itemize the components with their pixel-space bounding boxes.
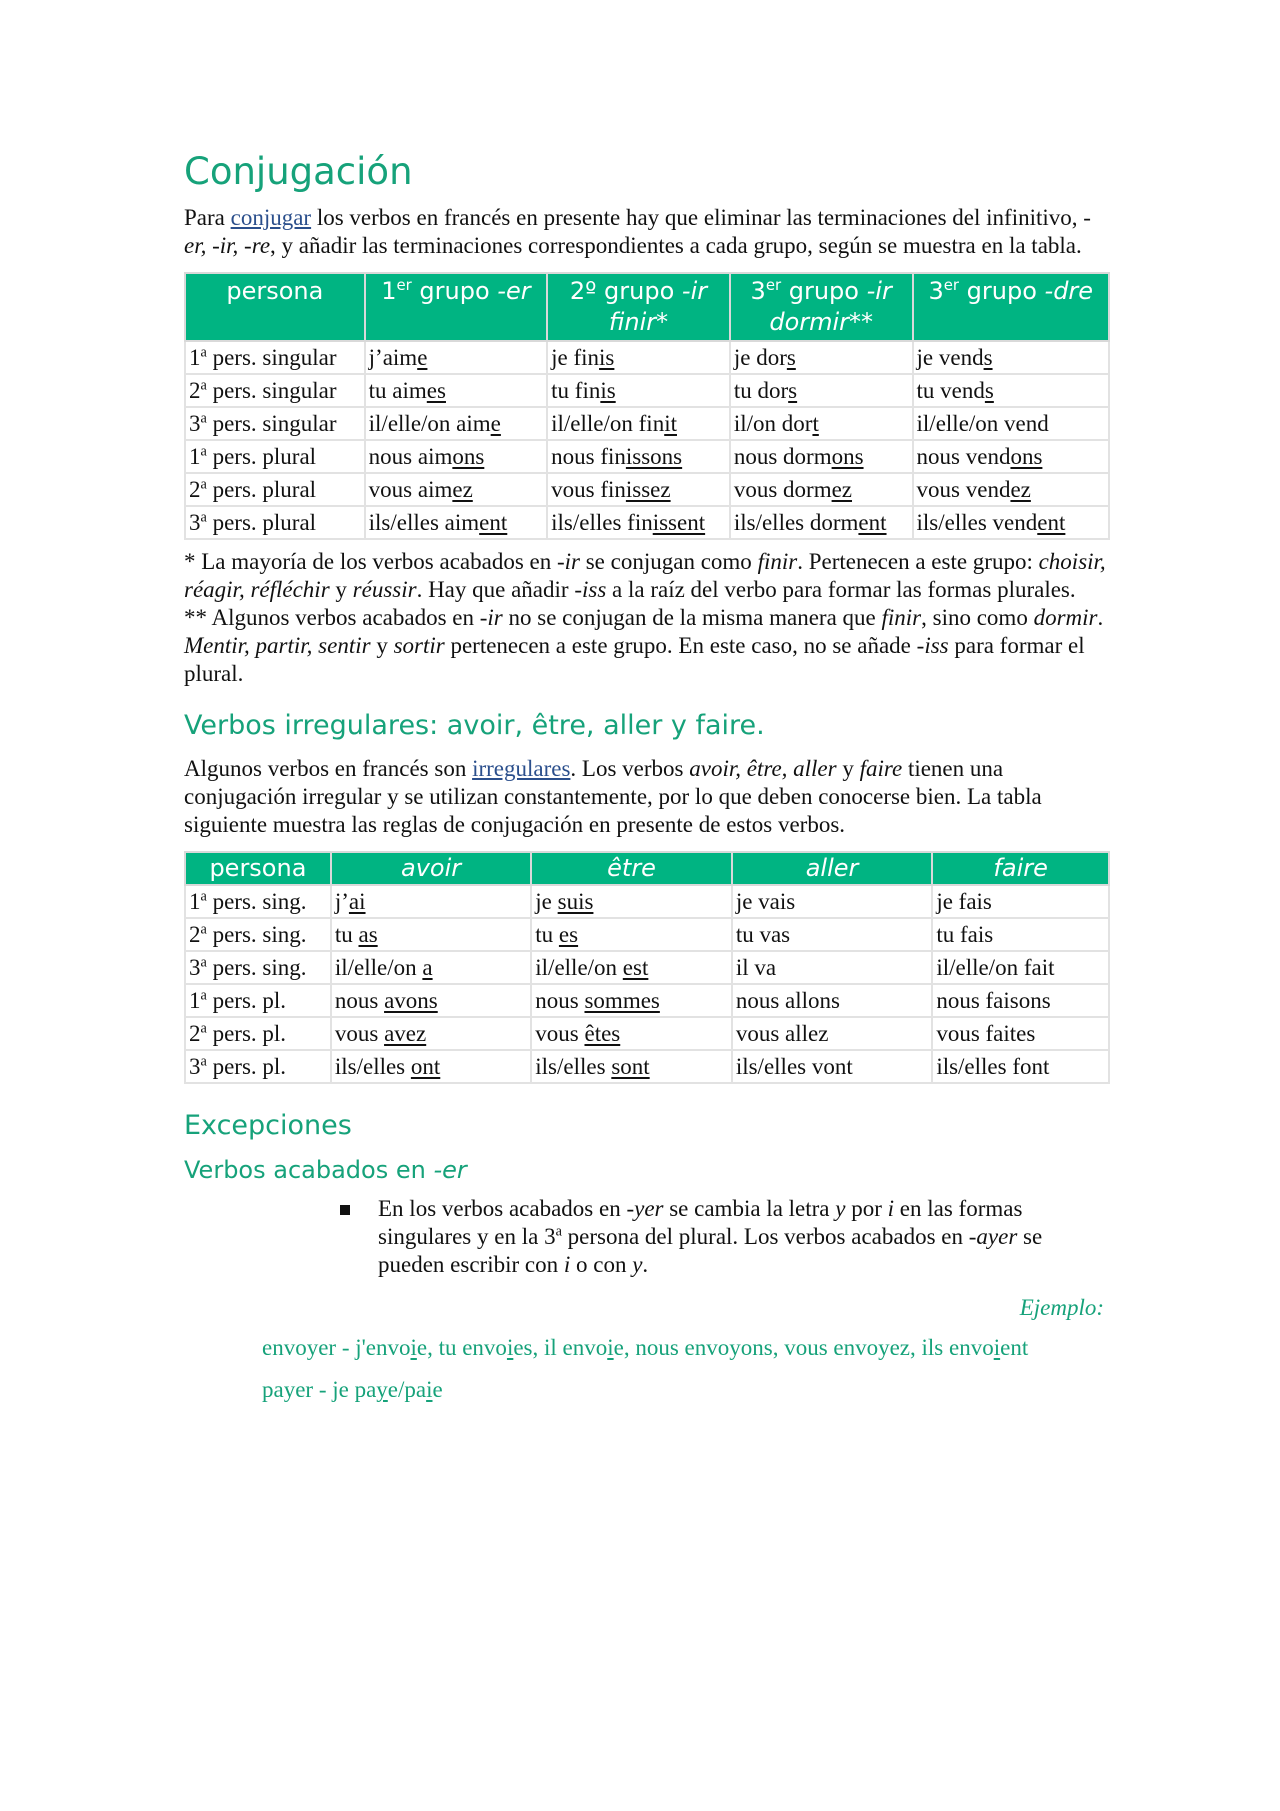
faire-cell: ils/elles font — [932, 1050, 1109, 1083]
table-row — [185, 1017, 1109, 1050]
faire-cell: vous faites — [932, 1017, 1109, 1050]
table-row — [185, 984, 1109, 1017]
conj-cell: vous aimez — [365, 473, 547, 506]
table-header-row — [185, 273, 1109, 341]
persona-cell: 1$^a$ pers. singular — [185, 341, 365, 374]
aller-cell: tu vas — [732, 918, 932, 951]
exceptions-heading: Excepciones — [184, 1109, 352, 1141]
table-row — [185, 473, 1109, 506]
conj-cell: je finis — [547, 341, 730, 374]
note-finir: * La mayoría de los verbos acabados en -ir se conjugan como finir. Pertenecen a este grupo: choisir, réagir, réfléchir y réussir. Hay que añadir -iss a la raíz del verbo para formar las formas plurales. — [184, 549, 1106, 603]
table-row — [185, 918, 1109, 951]
table-row — [185, 506, 1109, 539]
etre-cell: nous sommes — [531, 984, 732, 1017]
etre-cell: ils/elles sont — [531, 1050, 732, 1083]
conj-cell: il/on dort — [730, 407, 913, 440]
conjugar-link[interactable]: conjugar — [230, 205, 312, 231]
persona-cell: 1$^a$ pers. plural — [185, 440, 365, 473]
header-etre: être — [531, 852, 732, 885]
conj-cell: nous finissons — [547, 440, 730, 473]
square-bullet-icon — [340, 1205, 350, 1215]
header-group-ir-dormir: 3er grupo -ir dormir** — [730, 273, 913, 341]
example-payer: payer - je paye/paie — [262, 1376, 443, 1402]
persona-cell: 2$^a$ pers. sing. — [185, 918, 331, 951]
table-row — [185, 951, 1109, 984]
conj-cell: je dors — [730, 341, 913, 374]
conj-cell: nous dormons — [730, 440, 913, 473]
aller-cell: nous allons — [732, 984, 932, 1017]
table-header-row — [185, 852, 1109, 885]
faire-cell: il/elle/on fait — [932, 951, 1109, 984]
etre-cell: vous êtes — [531, 1017, 732, 1050]
exceptions-list — [184, 1195, 1110, 1279]
faire-cell: nous faisons — [932, 984, 1109, 1017]
aller-cell: je vais — [732, 885, 932, 918]
example-envoyer: envoyer - j'envoie, tu envoies, il envoie, nous envoyons, vous envoyez, ils envoient — [262, 1334, 1029, 1360]
avoir-cell: tu as — [331, 918, 531, 951]
conj-cell: ils/elles aiment — [365, 506, 547, 539]
persona-cell: 2$^a$ pers. pl. — [185, 1017, 331, 1050]
avoir-cell: vous avez — [331, 1017, 531, 1050]
conj-cell: il/elle/on aime — [365, 407, 547, 440]
header-persona: persona — [185, 273, 365, 341]
aller-cell: vous allez — [732, 1017, 932, 1050]
irregular-verbs-table — [184, 851, 1110, 1084]
conj-cell: ils/elles vendent — [913, 506, 1109, 539]
header-avoir: avoir — [331, 852, 531, 885]
document-page — [184, 150, 1110, 1405]
conj-cell: vous finissez — [547, 473, 730, 506]
persona-cell: 1$^a$ pers. pl. — [185, 984, 331, 1017]
intro-paragraph: Para conjugar los verbos en francés en presente hay que eliminar las terminaciones del infinitivo, -er, -ir, -re, y añadir las terminaciones correspondientes a cada grupo, según se muestra en la tabla. — [184, 205, 1091, 259]
persona-cell: 2$^a$ pers. singular — [185, 374, 365, 407]
note-dormir: ** Algunos verbos acabados en -ir no se conjugan de la misma manera que finir, sino como dormir. Mentir, partir, sentir y sortir pertenecen a este grupo. En este caso, no se añade -iss para formar el plural. — [184, 605, 1104, 687]
conj-cell: vous dormez — [730, 473, 913, 506]
aller-cell: ils/elles vont — [732, 1050, 932, 1083]
conj-cell: il/elle/on vend — [913, 407, 1109, 440]
example-label: Ejemplo: — [1019, 1294, 1104, 1320]
persona-cell: 1$^a$ pers. sing. — [185, 885, 331, 918]
conj-cell: je vends — [913, 341, 1109, 374]
irregular-intro-paragraph: Algunos verbos en francés son irregulares. Los verbos avoir, être, aller y faire tienen una conjugación irregular y se utilizan constantemente, por lo que deben conocerse bien. La tabla siguiente muestra las reglas de conjugación en presente de estos verbos. — [184, 755, 1042, 837]
etre-cell: je suis — [531, 885, 732, 918]
header-persona: persona — [185, 852, 331, 885]
header-group-er: 1er grupo -er — [365, 273, 547, 341]
persona-cell: 3$^a$ pers. pl. — [185, 1050, 331, 1083]
er-verbs-subheading: Verbos acabados en -er — [184, 1156, 467, 1185]
header-aller: aller — [732, 852, 932, 885]
avoir-cell: j’ai — [331, 885, 531, 918]
avoir-cell: il/elle/on a — [331, 951, 531, 984]
regular-verbs-table — [184, 272, 1110, 540]
conj-cell: tu aimes — [365, 374, 547, 407]
conj-cell: ils/elles dorment — [730, 506, 913, 539]
conj-cell: tu finis — [547, 374, 730, 407]
irregulares-link[interactable]: irregulares — [472, 755, 571, 781]
etre-cell: il/elle/on est — [531, 951, 732, 984]
conj-cell: vous vendez — [913, 473, 1109, 506]
persona-cell: 2$^a$ pers. plural — [185, 473, 365, 506]
avoir-cell: ils/elles ont — [331, 1050, 531, 1083]
conj-cell: j’aime — [365, 341, 547, 374]
list-item: En los verbos acabados en -yer se cambia la letra y por i en las formas singulares y en la 3$^a$ persona del plural. Los verbos acabados en -ayer se pueden escribir con i o con y. — [340, 1195, 1110, 1279]
etre-cell: tu es — [531, 918, 732, 951]
irregular-verbs-heading: Verbos irregulares: avoir, être, aller y faire. — [184, 710, 765, 742]
table-row — [185, 407, 1109, 440]
avoir-cell: nous avons — [331, 984, 531, 1017]
conj-cell: il/elle/on finit — [547, 407, 730, 440]
persona-cell: 3$^a$ pers. sing. — [185, 951, 331, 984]
conj-cell: nous vendons — [913, 440, 1109, 473]
conj-cell: ils/elles finissent — [547, 506, 730, 539]
conj-cell: tu vends — [913, 374, 1109, 407]
conj-cell: nous aimons — [365, 440, 547, 473]
aller-cell: il va — [732, 951, 932, 984]
table-row — [185, 440, 1109, 473]
conj-cell: tu dors — [730, 374, 913, 407]
table-row — [185, 374, 1109, 407]
table-row — [185, 1050, 1109, 1083]
table-row — [185, 885, 1109, 918]
persona-cell: 3$^a$ pers. plural — [185, 506, 365, 539]
faire-cell: je fais — [932, 885, 1109, 918]
header-group-dre: 3er grupo -dre — [913, 273, 1109, 341]
page-title: Conjugación — [184, 150, 413, 193]
persona-cell: 3$^a$ pers. singular — [185, 407, 365, 440]
header-group-ir-finir: 2º grupo -ir finir* — [547, 273, 730, 341]
faire-cell: tu fais — [932, 918, 1109, 951]
header-faire: faire — [932, 852, 1109, 885]
table-row — [185, 341, 1109, 374]
